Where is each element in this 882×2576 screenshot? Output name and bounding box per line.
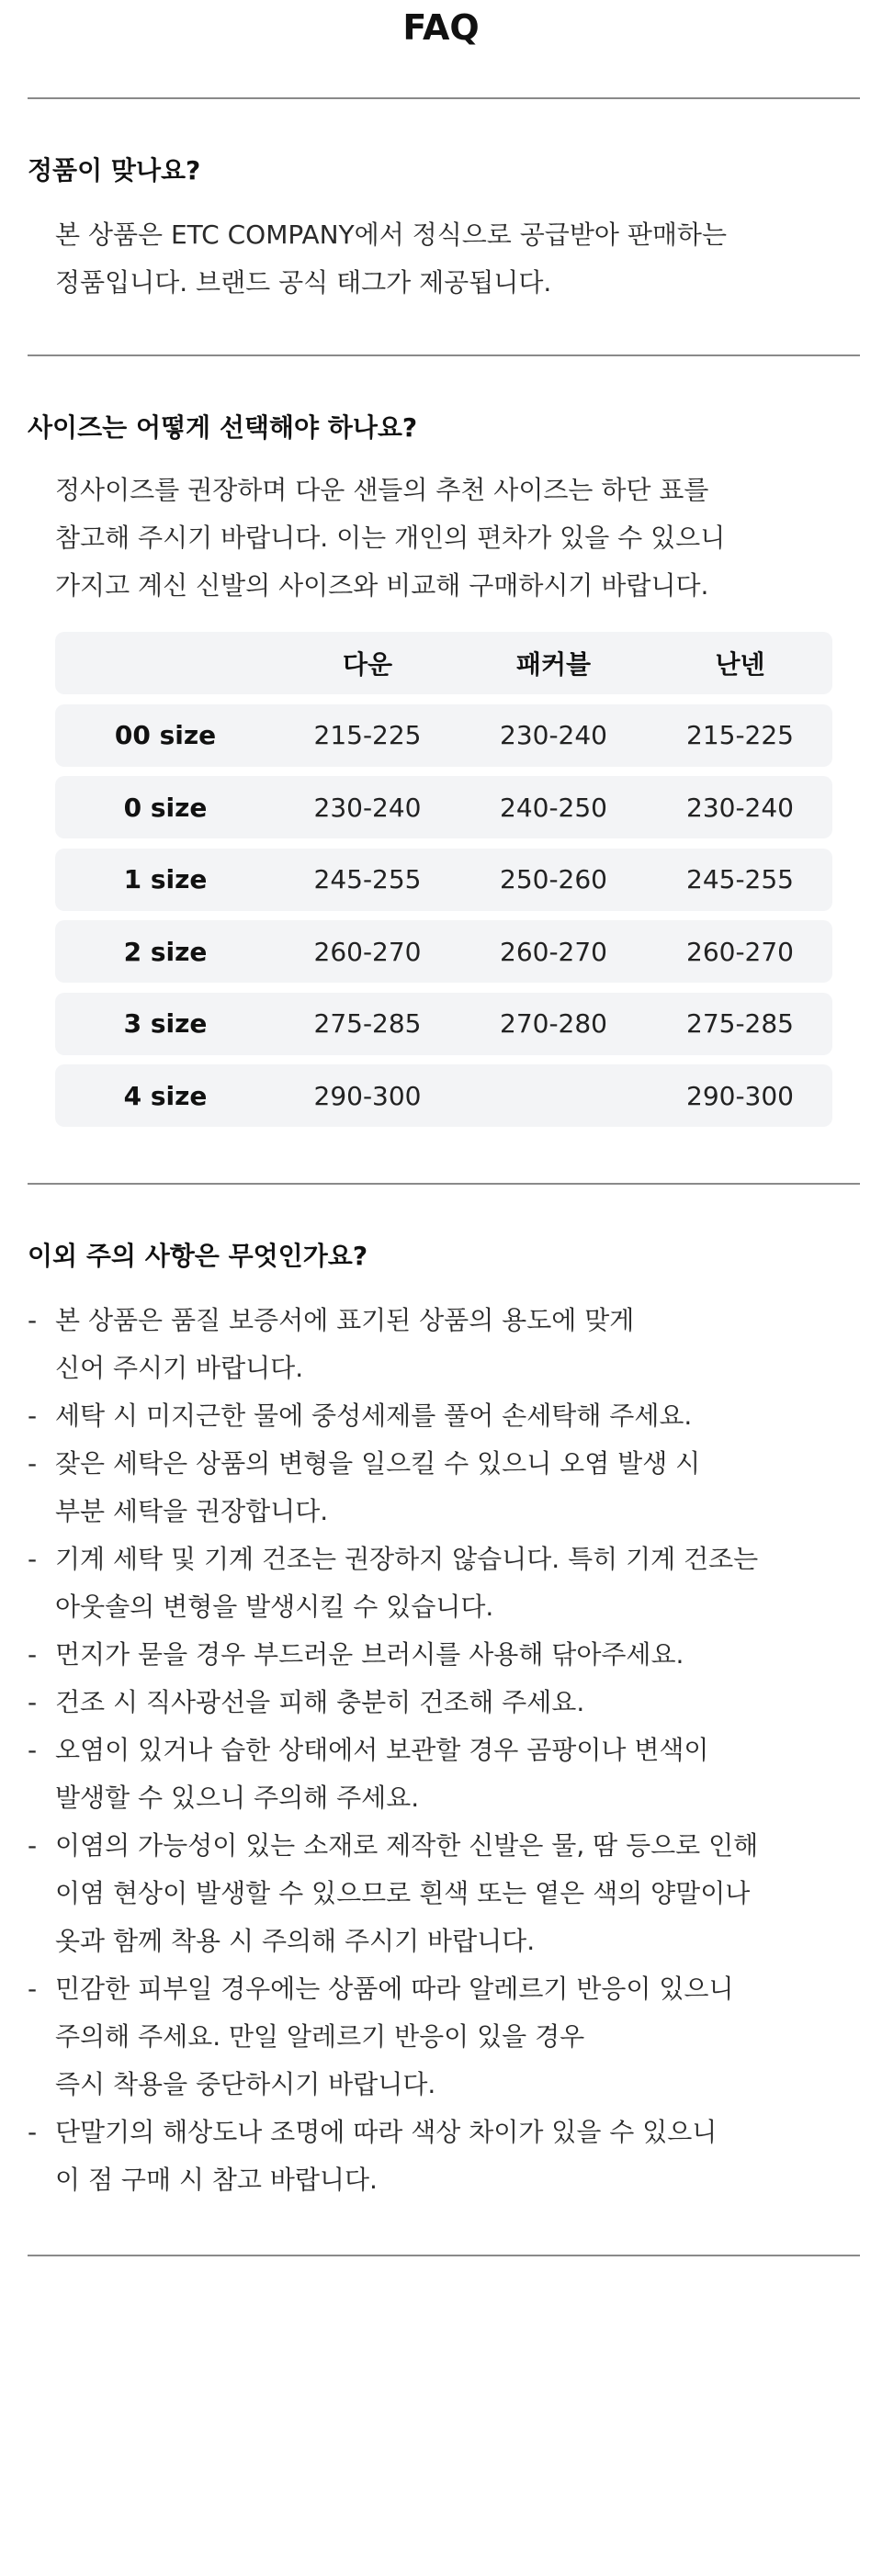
bullet-dash: -	[28, 1400, 38, 1431]
divider	[28, 354, 860, 356]
faq-answer-authenticity	[55, 211, 727, 307]
size-table-header-row	[55, 632, 832, 694]
faq-question-cautions: 이외 주의 사항은 무엇인가요?	[28, 1241, 368, 1271]
size-value-down: 260-270	[313, 936, 422, 967]
caution-line: 잦은 세탁은 상품의 변형을 일으킬 수 있으니 오염 발생 시	[55, 1448, 701, 1479]
size-value-packable: 250-260	[500, 864, 607, 894]
faq-answer-size	[55, 467, 725, 610]
answer-line: 본 상품은 ETC COMPANY에서 정식으로 공급받아 판매하는	[55, 219, 728, 250]
bullet-dash: -	[28, 1830, 38, 1861]
size-value-down: 245-255	[313, 864, 422, 894]
size-value-nannen: 260-270	[686, 936, 794, 967]
size-value-down: 290-300	[313, 1080, 422, 1111]
caution-item	[28, 1392, 854, 1440]
size-value-down: 215-225	[313, 720, 422, 750]
caution-line: 주의해 주세요. 만일 알레르기 반응이 있을 경우	[55, 2021, 585, 2052]
size-value-down: 230-240	[313, 792, 422, 823]
bullet-dash: -	[28, 1639, 38, 1670]
size-value-packable: 270-280	[500, 1008, 607, 1039]
answer-line: 정사이즈를 권장하며 다운 샌들의 추천 사이즈는 하단 표를	[55, 475, 709, 505]
caution-item	[28, 1440, 854, 1535]
size-label: 1 size	[123, 864, 208, 894]
caution-line: 아웃솔의 변형을 발생시킬 수 있습니다.	[55, 1592, 494, 1622]
size-table-header-packable: 패커블	[515, 649, 592, 680]
faq-question-size: 사이즈는 어떻게 선택해야 하나요?	[28, 412, 418, 443]
caution-line: 이 점 구매 시 참고 바랍니다.	[55, 2165, 378, 2195]
caution-line: 먼지가 묻을 경우 부드러운 브러시를 사용해 닦아주세요.	[55, 1639, 684, 1670]
caution-item	[28, 1631, 854, 1679]
caution-line: 오염이 있거나 습한 상태에서 보관할 경우 곰팡이나 변색이	[55, 1735, 709, 1765]
size-value-packable: 260-270	[500, 936, 607, 967]
caution-item	[28, 1679, 854, 1727]
bullet-dash: -	[28, 2117, 38, 2147]
bullet-dash: -	[28, 1448, 38, 1479]
size-value-packable: 240-250	[500, 792, 607, 823]
bullet-dash: -	[28, 1544, 38, 1574]
size-table-header-down: 다운	[342, 649, 393, 680]
divider	[28, 1183, 860, 1185]
size-table-row	[55, 993, 832, 1055]
size-table-row	[55, 1064, 832, 1127]
bullet-dash: -	[28, 1974, 38, 2004]
size-table-header-nannen: 난넨	[715, 649, 765, 680]
caution-line: 이염 현상이 발생할 수 있으므로 흰색 또는 옅은 색의 양말이나	[55, 1878, 751, 1908]
caution-item	[28, 1965, 854, 2109]
size-table-row	[55, 849, 832, 911]
faq-question-authenticity: 정품이 맞나요?	[28, 155, 201, 186]
size-label: 00 size	[114, 720, 217, 750]
size-value-nannen: 245-255	[686, 864, 794, 894]
caution-line: 발생할 수 있으니 주의해 주세요.	[55, 1783, 420, 1813]
divider	[28, 97, 860, 99]
caution-line: 즉시 착용을 중단하시기 바랍니다.	[55, 2069, 436, 2099]
page-title: FAQ	[402, 7, 480, 48]
caution-line: 민감한 피부일 경우에는 상품에 따라 알레르기 반응이 있으니	[55, 1974, 734, 2004]
bullet-dash: -	[28, 1735, 38, 1765]
size-value-packable: 230-240	[500, 720, 607, 750]
caution-line: 기계 세탁 및 기계 건조는 권장하지 않습니다. 특히 기계 건조는	[55, 1544, 759, 1574]
caution-line: 부분 세탁을 권장합니다.	[55, 1496, 329, 1526]
caution-line: 옷과 함께 착용 시 주의해 주시기 바랍니다.	[55, 1926, 536, 1956]
caution-line: 건조 시 직사광선을 피해 충분히 건조해 주세요.	[55, 1687, 585, 1717]
caution-item	[28, 1535, 854, 1631]
answer-line: 참고해 주시기 바랍니다. 이는 개인의 편차가 있을 수 있으니	[55, 523, 726, 553]
answer-line: 가지고 계신 신발의 사이즈와 비교해 구매하시기 바랍니다.	[55, 570, 709, 601]
size-value-nannen: 215-225	[686, 720, 794, 750]
caution-line: 단말기의 해상도나 조명에 따라 색상 차이가 있을 수 있으니	[55, 2117, 718, 2147]
size-value-down: 275-285	[313, 1008, 422, 1039]
caution-list	[28, 1297, 854, 2204]
size-label: 3 size	[123, 1008, 208, 1039]
size-value-nannen: 290-300	[686, 1080, 794, 1111]
bullet-dash: -	[28, 1305, 38, 1335]
answer-line: 정품입니다. 브랜드 공식 태그가 제공됩니다.	[55, 267, 552, 298]
size-table-row	[55, 704, 832, 767]
size-value-nannen: 230-240	[686, 792, 794, 823]
caution-item	[28, 1297, 854, 1392]
size-label: 2 size	[123, 936, 208, 967]
size-chart-table	[55, 632, 832, 1137]
bullet-dash: -	[28, 1687, 38, 1717]
size-value-nannen: 275-285	[686, 1008, 794, 1039]
caution-item	[28, 1727, 854, 1822]
size-label: 0 size	[123, 792, 208, 823]
size-label: 4 size	[123, 1080, 208, 1111]
caution-line: 신어 주시기 바랍니다.	[55, 1353, 304, 1383]
caution-line: 세탁 시 미지근한 물에 중성세제를 풀어 손세탁해 주세요.	[55, 1400, 693, 1431]
divider	[28, 2255, 860, 2256]
caution-item	[28, 2109, 854, 2204]
caution-item	[28, 1822, 854, 1965]
size-table-row	[55, 776, 832, 838]
size-table-row	[55, 920, 832, 983]
caution-line: 본 상품은 품질 보증서에 표기된 상품의 용도에 맞게	[55, 1305, 635, 1335]
caution-line: 이염의 가능성이 있는 소재로 제작한 신발은 물, 땀 등으로 인해	[55, 1830, 759, 1861]
